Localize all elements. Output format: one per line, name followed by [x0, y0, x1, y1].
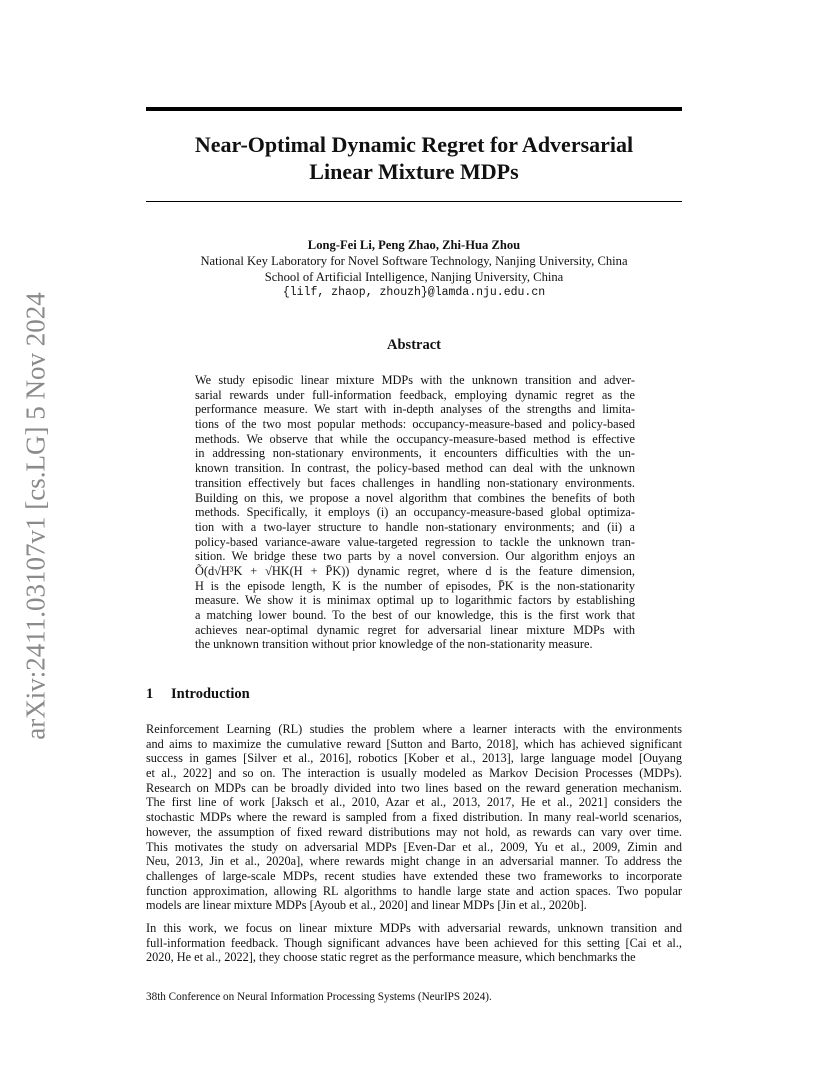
- paragraph-line: full-information feedback. Though significant advances have been achieved for this setting [Cai et al.,: [146, 935, 682, 950]
- paragraph-line: stochastic MDPs where the reward is sampled from a fixed distribution. In many real-world scenarios,: [146, 810, 682, 825]
- paragraph-line: Reinforcement Learning (RL) studies the problem where a learner interacts with the environments: [146, 722, 682, 736]
- abstract-line: sition. We bridge these two parts by a novel conversion. Our algorithm enjoys an: [195, 549, 635, 564]
- paragraph-line: 2020, He et al., 2022], they choose static regret as the performance measure, which benchmarks the: [146, 950, 636, 965]
- title-bottom-rule: [146, 201, 682, 202]
- paragraph-line: This motivates the study on adversarial MDPs [Even-Dar et al., 2009, Yu et al., 2009, Zimin and: [146, 839, 682, 854]
- abstract-line: achieves near-optimal dynamic regret for adversarial linear mixture MDPs with: [195, 622, 635, 637]
- title-top-rule: [146, 107, 682, 111]
- author-block: [146, 237, 682, 301]
- paragraph-line: Neu, 2013, Jin et al., 2020a], where rewards might change in an adversarial manner. To address the: [146, 854, 682, 869]
- abstract-line: tions of the two most popular methods: occupancy-measure-based and policy-based: [195, 417, 635, 432]
- abstract-text: [195, 373, 635, 652]
- abstract-line: transition effectively but faces challenges in handling non-stationary environments.: [195, 475, 635, 490]
- author-email: {lilf, zhaop, zhouzh}@lamda.nju.edu.cn: [282, 286, 546, 299]
- section-heading: [146, 686, 250, 703]
- paragraph-line: however, the assumption of fixed reward distributions may not hold, as rewards can vary over time.: [146, 824, 682, 839]
- paragraph-line: and aims to maximize the cumulative reward [Sutton and Barto, 2018], which has achieved significant: [146, 736, 682, 751]
- paragraph-line: et al., 2022] and so on. The interaction is usually modeled as Markov Decision Processes (MDPs).: [146, 766, 682, 781]
- abstract-line: methods. Specifically, it employs (i) an occupancy-measure-based global optimiza-: [195, 505, 635, 520]
- abstract-line: H is the episode length, K is the number of episodes, P̄K is the non-stationarity: [195, 578, 635, 593]
- abstract-line: tion with a two-layer structure to handle non-stationary environments; and (ii) a: [195, 519, 635, 534]
- paragraph-line: In this work, we focus on linear mixture MDPs with adversarial rewards, unknown transition and: [146, 921, 682, 935]
- paragraph-line: challenges of large-scale MDPs, recent studies have extended these two frameworks to incorporate: [146, 868, 682, 883]
- title-line-2: Linear Mixture MDPs: [309, 159, 519, 184]
- abstract-line: performance measure. We start with in-depth analyses of the strengths and limita-: [195, 402, 635, 417]
- abstract-line: sarial rewards under full-information feedback, employing dynamic regret as the: [195, 387, 635, 402]
- conference-footer: 38th Conference on Neural Information Processing Systems (NeurIPS 2024).: [146, 991, 492, 1003]
- title-line-1: Near-Optimal Dynamic Regret for Adversarial: [194, 132, 634, 157]
- abstract-line: Building on this, we propose a novel algorithm that combines the benefits of both: [195, 490, 635, 505]
- paragraph-line: success in games [Silver et al., 2016], robotics [Kober et al., 2013], large language model [Ouyang: [146, 751, 682, 766]
- abstract-line: measure. We show it is minimax optimal up to logarithmic factors by establishing: [195, 593, 635, 608]
- abstract-line: Õ(d√H³K + √HK(H + P̄K)) dynamic regret, where d is the feature dimension,: [195, 563, 635, 578]
- affiliation-1: National Key Laboratory for Novel Software Technology, Nanjing University, China: [200, 254, 628, 268]
- abstract-line: in addressing non-stationary environments, it encounters difficulties with the un-: [195, 446, 635, 461]
- paragraph-line: The first line of work [Jaksch et al., 2010, Azar et al., 2013, 2017, He et al., 2021] considers the: [146, 795, 682, 810]
- intro-paragraph-2: [146, 921, 682, 965]
- arxiv-stamp-text: arXiv:2411.03107v1 [cs.LG] 5 Nov 2024: [20, 292, 51, 740]
- paragraph-line: models are linear mixture MDPs [Ayoub et al., 2020] and linear MDPs [Jin et al., 2020b].: [146, 898, 587, 913]
- abstract-line: known transition. In contrast, the policy-based method can deal with the unknown: [195, 461, 635, 476]
- abstract-line: policy-based variance-aware value-targeted regression to tackle the unknown tran-: [195, 534, 635, 549]
- abstract-heading: Abstract: [387, 337, 441, 353]
- abstract-line: We study episodic linear mixture MDPs with the unknown transition and adver-: [195, 373, 635, 387]
- abstract-line: methods. We observe that while the occupancy-measure-based method is effective: [195, 431, 635, 446]
- paragraph-line: function approximation, allowing RL algorithms to handle large state and action spaces. Two popular: [146, 883, 682, 898]
- paragraph-line: Research on MDPs can be broadly divided into two lines based on the reward generation mechanism.: [146, 780, 682, 795]
- abstract-line: the unknown transition without prior knowledge of the non-stationarity measure.: [195, 637, 593, 652]
- author-names: Long-Fei Li, Peng Zhao, Zhi-Hua Zhou: [307, 238, 521, 252]
- section-title: Introduction: [171, 686, 250, 702]
- abstract-line: a matching lower bound. To the best of our knowledge, this is the first work that: [195, 608, 635, 622]
- intro-paragraph-1: [146, 722, 682, 913]
- section-number: 1: [146, 686, 154, 702]
- affiliation-2: School of Artificial Intelligence, Nanjing University, China: [264, 270, 564, 284]
- paper-title: [146, 131, 682, 185]
